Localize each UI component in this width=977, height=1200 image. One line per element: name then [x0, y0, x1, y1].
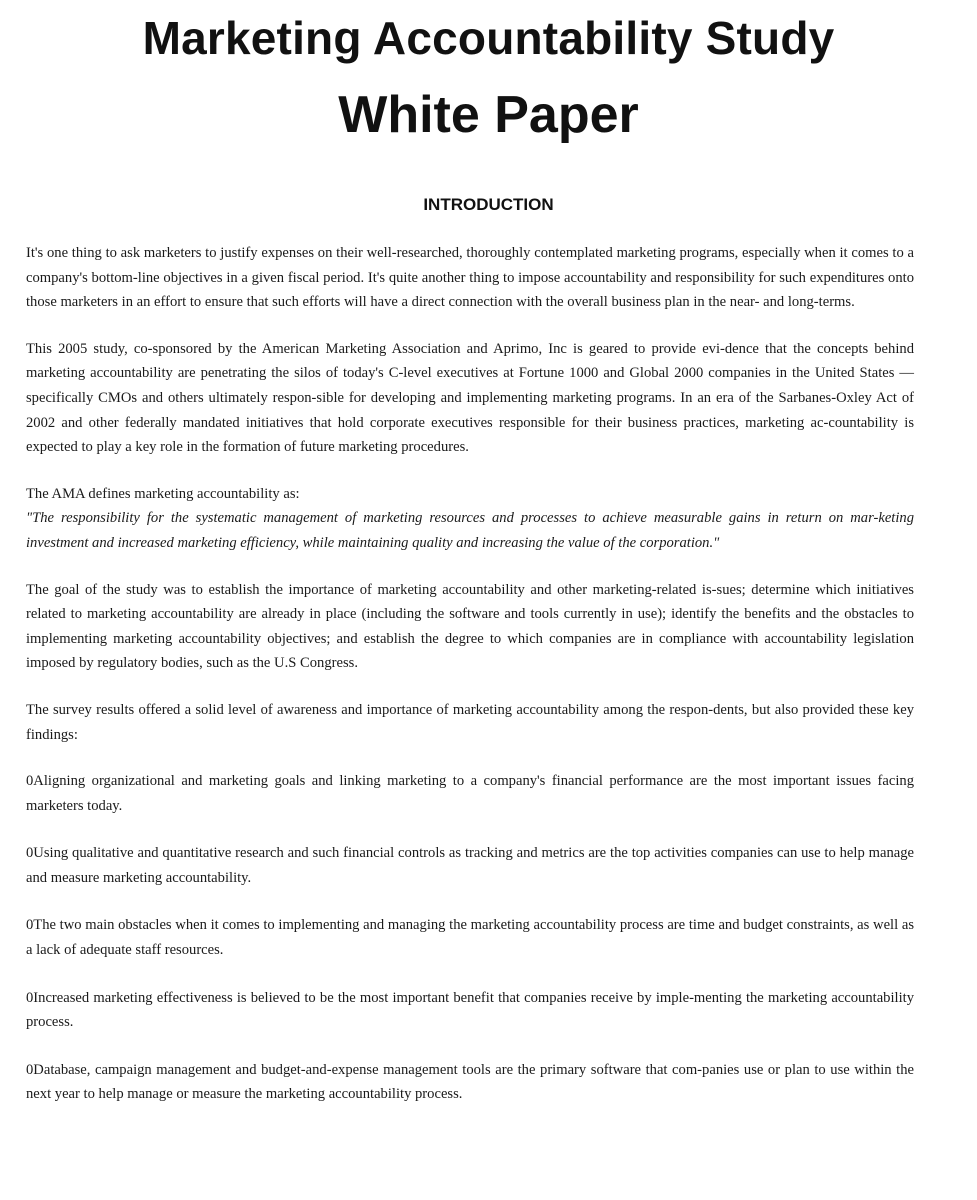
finding-item: 0Using qualitative and quantitative research and such financial controls as tracking and metrics are the top activities companies can use to help manage and measure marketing accountability.	[26, 845, 914, 886]
finding-item: 0Increased marketing effectiveness is believed to be the most important benefit that companies receive by imple-menting the marketing accountability process.	[26, 989, 914, 1031]
document-subtitle: White Paper	[338, 86, 639, 144]
finding-item: 0Aligning organizational and marketing goals and linking marketing to a company's financial performance are the most important issues facing marketers today.	[26, 773, 914, 814]
paragraph-study-goal: The goal of the study was to establish the importance of marketing accountability and other marketing-related is-sues; determine which initiatives related to marketing accountability are already in place (including the software and tools currently in use); identify the benefits and the obstacles to implementing marketing accountability objectives; and establish the degree to which companies are in compliance with accountability legislation imposed by regulatory bodies, such as the U.S Congress.	[26, 581, 914, 672]
section-heading-introduction: INTRODUCTION	[423, 195, 554, 214]
finding-item: 0The two main obstacles when it comes to implementing and managing the marketing accountability process are time and budget constraints, as well as a lack of adequate staff resources.	[26, 917, 914, 959]
document-body	[26, 241, 914, 1130]
finding-item: 0Database, campaign management and budget-and-expense management tools are the primary software that com-panies use or plan to use within the next year to help manage or measure the marketing accountability process.	[26, 1061, 914, 1103]
paragraph-intro: It's one thing to ask marketers to justify expenses on their well-researched, thoroughly contemplated marketing programs, especially when it comes to a company's bottom-line objectives in a given fiscal period. It's quite another thing to impose accountability and responsibility for such expenditures onto those marketers in an effort to ensure that such efforts will have a direct connection with the overall business plan in the near- and long-terms.	[26, 245, 914, 311]
paragraph-survey-results: The survey results offered a solid level of awareness and importance of marketing accountability among the respon-dents, but also provided these key findings:	[26, 701, 914, 743]
paragraph-study-overview: This 2005 study, co-sponsored by the American Marketing Association and Aprimo, Inc is geared to provide evi-dence that the concepts behind marketing accountability are penetrating the silos of today's C-level executives at Fortune 1000 and Global 2000 companies in the United States — specifically CMOs and others ultimately respon-sible for developing and implementing marketing programs. In an era of the Sarbanes-Oxley Act of 2002 and other federally mandated initiatives that hold corporate executives responsible for their business practices, marketing ac-countability is expected to play a key role in the formation of future marketing procedures.	[26, 340, 914, 456]
paragraph-ama-definition-intro: The AMA defines marketing accountability as:	[26, 485, 300, 502]
ama-definition-quote: "The responsibility for the systematic management of marketing resources and processes to achieve measurable gains in return on mar-keting investment and increased marketing efficiency, while maintaining quality and increasing the value of the corporation."	[26, 510, 914, 551]
document-title: Marketing Accountability Study	[142, 12, 835, 64]
